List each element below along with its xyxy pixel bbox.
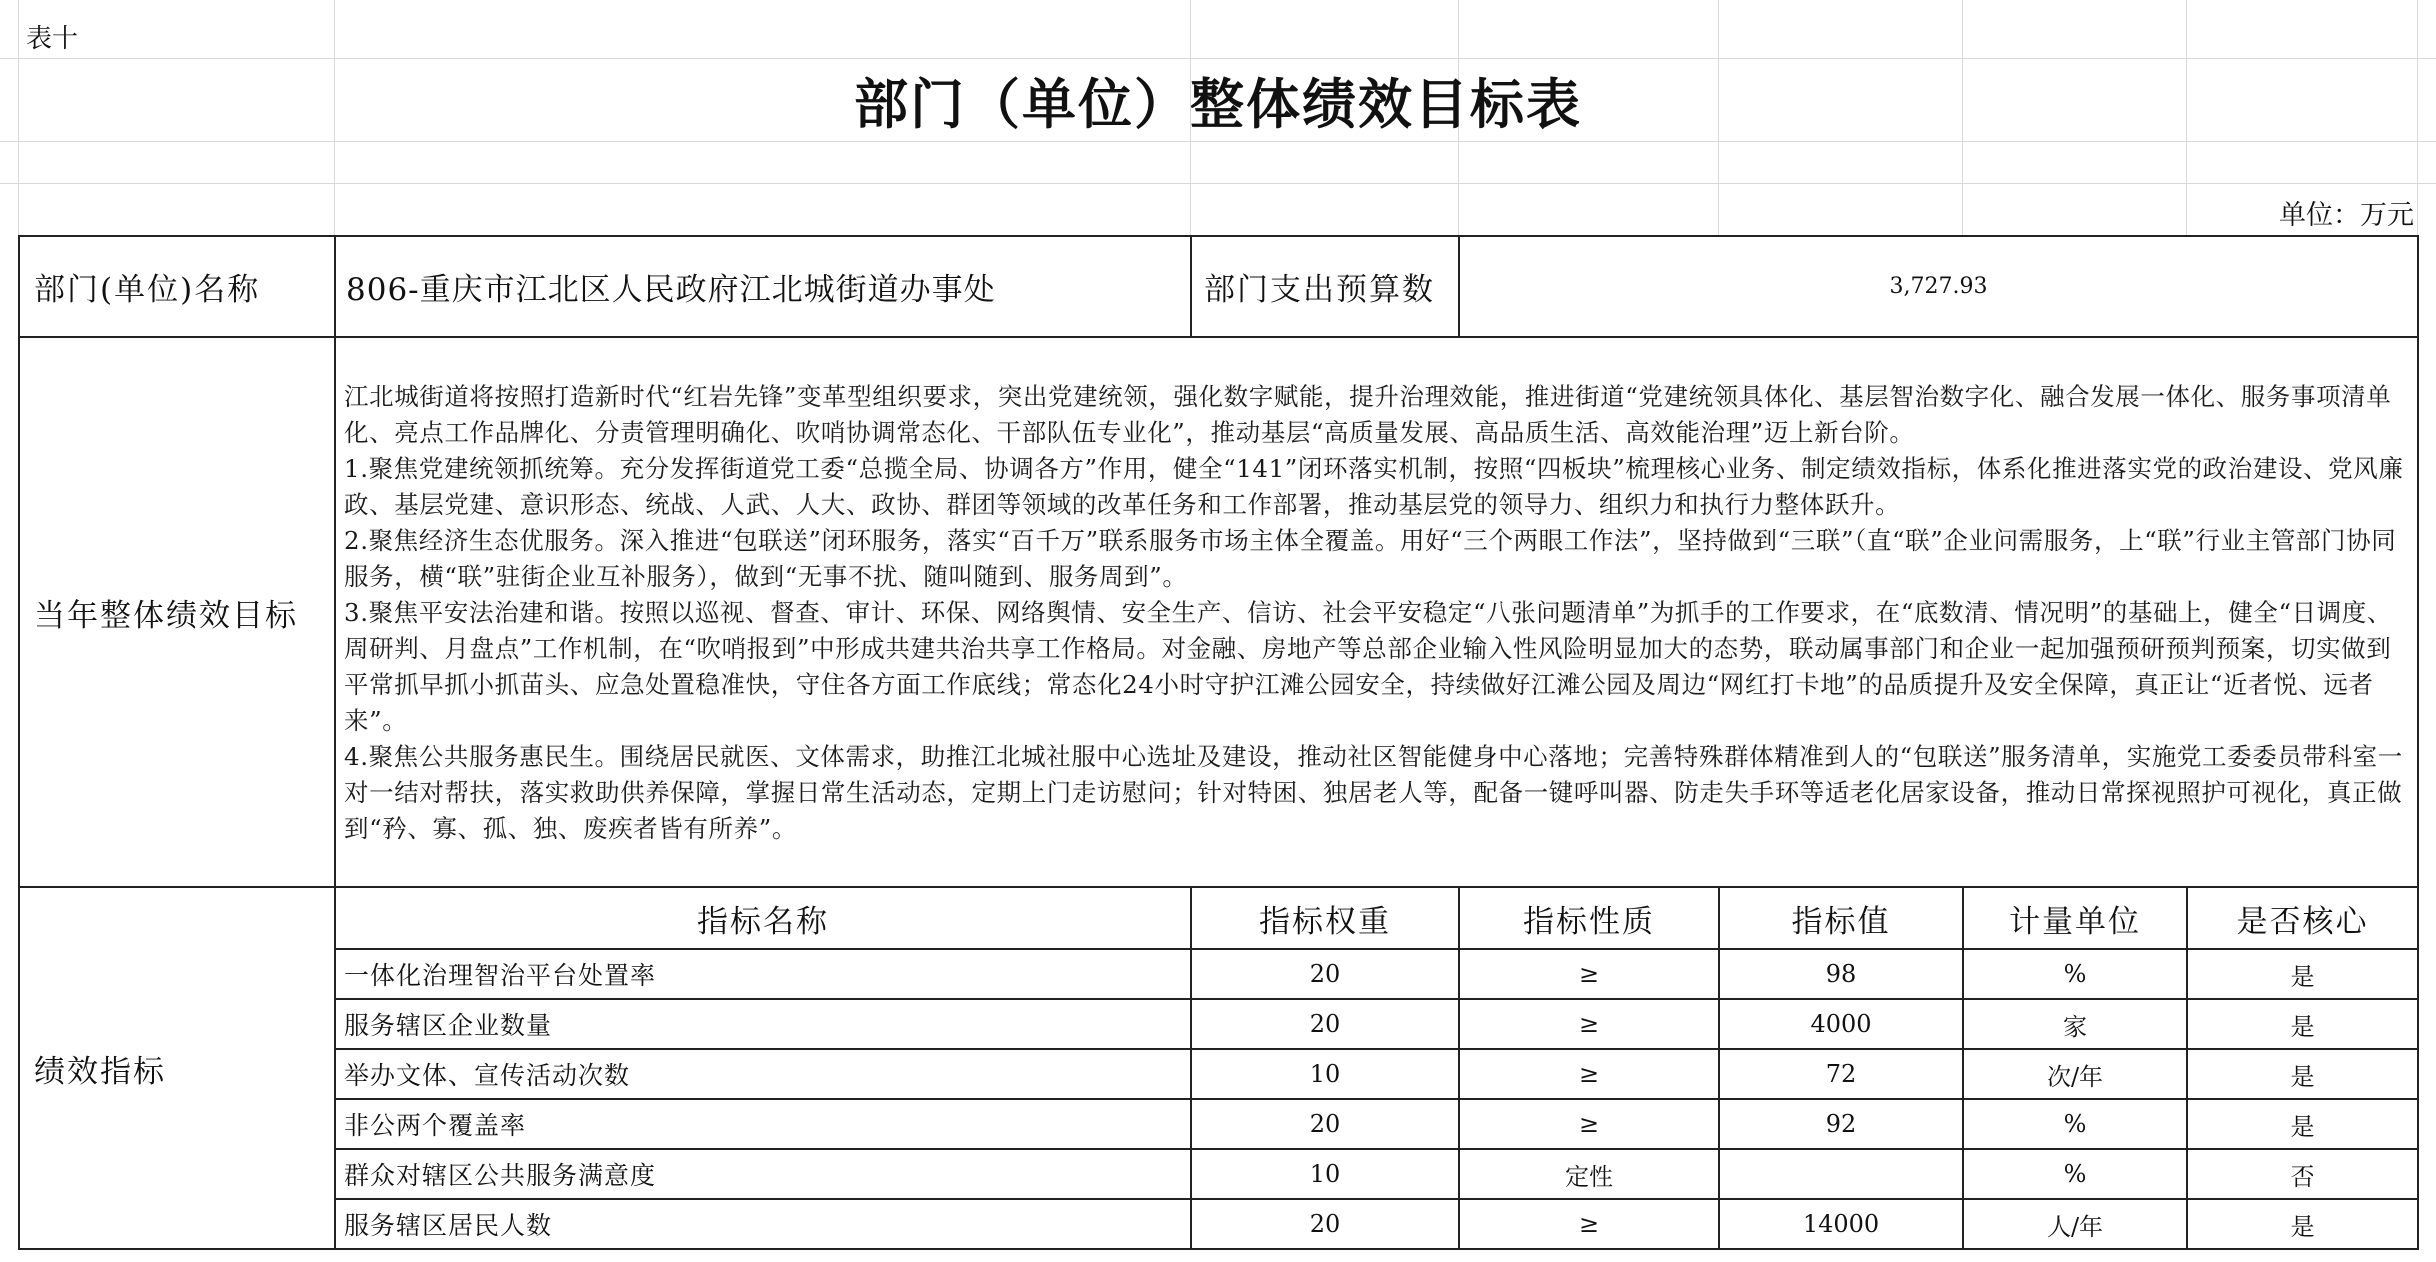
indicator-nature: 定性 — [1459, 1149, 1719, 1199]
budget-label: 部门支出预算数 — [1191, 236, 1459, 337]
indicator-core: 是 — [2187, 1049, 2418, 1099]
indicator-unit: % — [1963, 1149, 2187, 1199]
indicator-unit: % — [1963, 1099, 2187, 1149]
indicator-nature: ≥ — [1459, 1049, 1719, 1099]
indicator-weight: 10 — [1191, 1049, 1459, 1099]
indicator-core: 是 — [2187, 1199, 2418, 1249]
header-indicator-name: 指标名称 — [335, 887, 1191, 949]
department-name-value: 806-重庆市江北区人民政府江北城街道办事处 — [335, 236, 1191, 337]
indicator-name: 举办文体、宣传活动次数 — [335, 1049, 1191, 1099]
grid-line — [0, 58, 2436, 59]
header-indicator-nature: 指标性质 — [1459, 887, 1719, 949]
department-row — [19, 236, 2418, 337]
indicator-nature: ≥ — [1459, 1199, 1719, 1249]
annual-goal-label: 当年整体绩效目标 — [19, 337, 335, 887]
indicator-weight: 10 — [1191, 1149, 1459, 1199]
grid-line — [0, 183, 2436, 184]
goal-paragraph-intro: 江北城街道将按照打造新时代“红岩先锋”变革型组织要求，突出党建统领，强化数字赋能，提升治理效能，推进街道“党建统领具体化、基层智治数字化、融合发展一体化、服务事项清单化、亮点工作品牌化、分责管理明确化、吹哨协调常态化、干部队伍专业化”，推动基层“高质量发展、高品质生活、高效能治理”迈上新台阶。 — [344, 382, 2392, 447]
indicator-unit: 家 — [1963, 999, 2187, 1049]
header-is-core: 是否核心 — [2187, 887, 2418, 949]
indicator-name: 服务辖区居民人数 — [335, 1199, 1191, 1249]
indicator-value — [1719, 1149, 1963, 1199]
goal-paragraph-2: 2.聚焦经济生态优服务。深入推进“包联送”闭环服务，落实“百千万”联系服务市场主体全覆盖。用好“三个两眼工作法”，坚持做到“三联”（直“联”企业问需服务，上“联”行业主管部门协同服务，横“联”驻街企业互补服务），做到“无事不扰、随叫随到、服务周到”。 — [344, 526, 2397, 591]
table-row — [19, 1199, 2418, 1249]
page-title: 部门（单位）整体绩效目标表 — [854, 72, 1582, 136]
table-row — [19, 1049, 2418, 1099]
indicator-nature: ≥ — [1459, 949, 1719, 999]
indicator-value: 4000 — [1719, 999, 1963, 1049]
indicator-name: 服务辖区企业数量 — [335, 999, 1191, 1049]
table-row — [19, 949, 2418, 999]
unit-label: 单位：万元 — [2279, 200, 2414, 231]
annual-goal-row — [19, 337, 2418, 887]
indicator-name: 一体化治理智治平台处置率 — [335, 949, 1191, 999]
indicator-core: 是 — [2187, 949, 2418, 999]
indicator-value: 92 — [1719, 1099, 1963, 1149]
table-number: 表十 — [26, 24, 79, 54]
goal-paragraph-1: 1.聚焦党建统领抓统筹。充分发挥街道党工委“总揽全局、协调各方”作用，健全“141”闭环落实机制，按照“四板块”梳理核心业务、制定绩效指标，体系化推进落实党的政治建设、党风廉政、基层党建、意识形态、统战、人武、人大、政协、群团等领域的改革任务和工作部署，推动基层党的领导力、组织力和执行力整体跃升。 — [344, 454, 2404, 519]
indicator-weight: 20 — [1191, 1199, 1459, 1249]
table-row — [19, 999, 2418, 1049]
indicator-core: 否 — [2187, 1149, 2418, 1199]
indicator-nature: ≥ — [1459, 999, 1719, 1049]
header-indicator-value: 指标值 — [1719, 887, 1963, 949]
indicator-unit: 次/年 — [1963, 1049, 2187, 1099]
indicator-value: 72 — [1719, 1049, 1963, 1099]
table-row — [19, 1099, 2418, 1149]
indicator-unit: % — [1963, 949, 2187, 999]
indicator-value: 14000 — [1719, 1199, 1963, 1249]
header-unit: 计量单位 — [1963, 887, 2187, 949]
indicator-weight: 20 — [1191, 1099, 1459, 1149]
indicator-name: 非公两个覆盖率 — [335, 1099, 1191, 1149]
indicator-core: 是 — [2187, 1099, 2418, 1149]
grid-line — [0, 141, 2436, 142]
department-name-label: 部门(单位)名称 — [19, 236, 335, 337]
indicator-nature: ≥ — [1459, 1099, 1719, 1149]
budget-value: 3,727.93 — [1459, 236, 2418, 337]
indicators-label: 绩效指标 — [19, 887, 335, 1249]
goal-paragraph-3: 3.聚焦平安法治建和谐。按照以巡视、督查、审计、环保、网络舆情、安全生产、信访、社会平安稳定“八张问题清单”为抓手的工作要求，在“底数清、情况明”的基础上，健全“日调度、周研判、月盘点”工作机制，在“吹哨报到”中形成共建共治共享工作格局。对金融、房地产等总部企业输入性风险明显加大的态势，联动属事部门和企业一起加强预研预判预案，切实做到平常抓早抓小抓苗头、应急处置稳准快，守住各方面工作底线；常态化24小时守护江滩公园安全，持续做好江滩公园及周边“网红打卡地”的品质提升及安全保障，真正让“近者悦、远者来”。 — [344, 598, 2392, 735]
annual-goal-text — [335, 337, 2418, 887]
indicator-unit: 人/年 — [1963, 1199, 2187, 1249]
performance-goal-table — [18, 235, 2419, 1250]
header-indicator-weight: 指标权重 — [1191, 887, 1459, 949]
indicator-weight: 20 — [1191, 999, 1459, 1049]
indicators-header-row — [19, 887, 2418, 949]
table-row — [19, 1149, 2418, 1199]
indicator-value: 98 — [1719, 949, 1963, 999]
indicator-core: 是 — [2187, 999, 2418, 1049]
indicator-name: 群众对辖区公共服务满意度 — [335, 1149, 1191, 1199]
indicator-weight: 20 — [1191, 949, 1459, 999]
goal-paragraph-4: 4.聚焦公共服务惠民生。围绕居民就医、文体需求，助推江北城社服中心选址及建设，推动社区智能健身中心落地；完善特殊群体精准到人的“包联送”服务清单，实施党工委委员带科室一对一结对帮扶，落实救助供养保障，掌握日常生活动态，定期上门走访慰问；针对特困、独居老人等，配备一键呼叫器、防走失手环等适老化居家设备，推动日常探视照护可视化，真正做到“矜、寡、孤、独、废疾者皆有所养”。 — [344, 742, 2403, 843]
